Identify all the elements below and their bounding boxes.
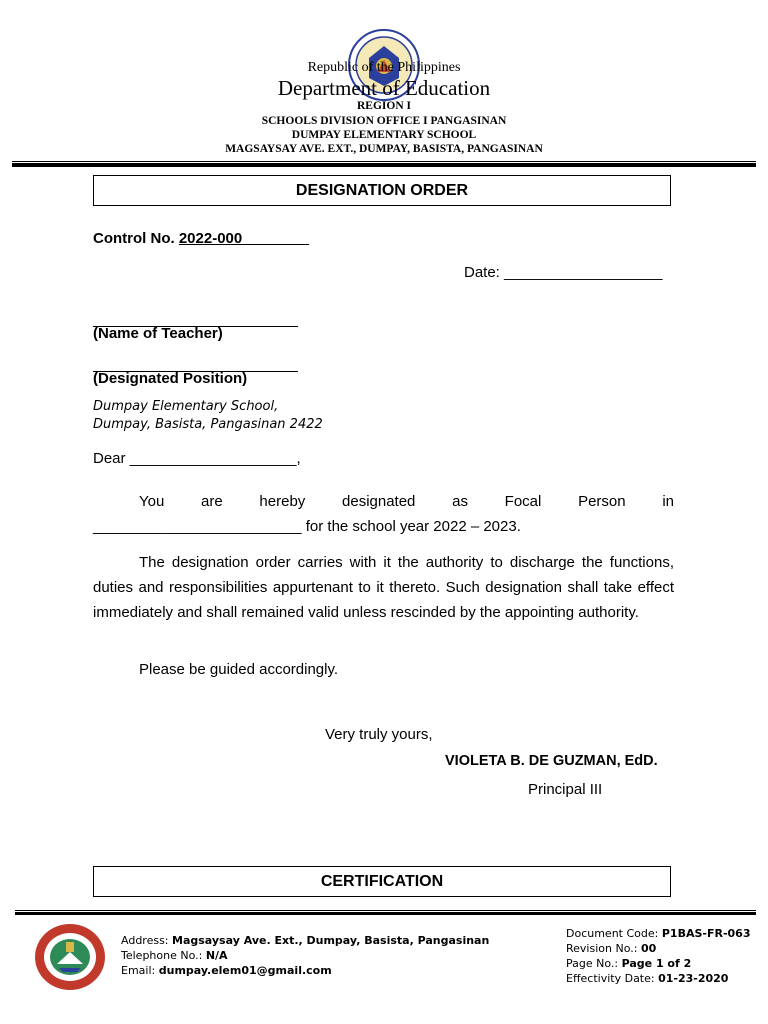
position-label: (Designated Position) <box>93 370 248 387</box>
name-label: (Name of Teacher) <box>93 325 223 342</box>
document-title: DESIGNATION ORDER <box>93 175 671 206</box>
control-blank: ________ <box>242 230 309 247</box>
body-paragraph-1-cont: _________________________ for the school year 2022 – 2023. <box>93 518 521 535</box>
footer-address <box>121 934 489 947</box>
footer-email-label: Email: <box>121 964 159 977</box>
salutation: Dear ____________________, <box>93 450 301 467</box>
footer-email <box>121 964 332 977</box>
body-paragraph-1: You are hereby designated as Focal Person in <box>139 493 674 510</box>
footer-telephone-value: N/A <box>205 949 228 962</box>
effectivity-date-label: Effectivity Date: <box>566 972 659 985</box>
recipient-address-line1: Dumpay Elementary School, <box>93 399 279 414</box>
header-divider-thin <box>12 161 756 162</box>
effectivity-date-value: 01-23-2020 <box>658 972 729 985</box>
control-number <box>93 230 309 247</box>
document-code <box>566 927 750 940</box>
republic-line: Republic of the Philippines <box>307 60 461 75</box>
signatory-name: VIOLETA B. DE GUZMAN, EdD. <box>445 753 658 769</box>
body-paragraph-2: The designation order carries with it the authority to discharge the functions, duties and responsibilities appurtenant to it thereto. Such designation shall take effect immediately and shall remained valid unless rescinded by the appointing authority. <box>93 554 674 621</box>
footer-divider-thin <box>15 910 756 911</box>
page-number <box>566 957 691 970</box>
control-label: Control No. <box>93 230 179 247</box>
control-value: 2022-000 <box>178 230 243 247</box>
closing: Very truly yours, <box>325 726 433 743</box>
division-line: SCHOOLS DIVISION OFFICE I PANGASINAN <box>261 115 507 127</box>
footer-email-value: dumpay.elem01@gmail.com <box>158 964 332 977</box>
document-code-label: Document Code: <box>566 927 662 940</box>
revision-number-label: Revision No.: <box>566 942 641 955</box>
revision-number <box>566 942 656 955</box>
footer-telephone <box>121 949 228 962</box>
document-code-value: P1BAS-FR-063 <box>661 927 751 940</box>
recipient-address-line2: Dumpay, Basista, Pangasinan 2422 <box>93 417 323 432</box>
school-logo <box>33 922 107 992</box>
footer-telephone-label: Telephone No.: <box>121 949 206 962</box>
header-divider-thick <box>12 163 756 167</box>
effectivity-date <box>566 972 728 985</box>
department-name: Department of Education <box>277 76 491 100</box>
certification-title: CERTIFICATION <box>93 866 671 897</box>
footer-divider-thick <box>15 912 756 915</box>
page-number-value: Page 1 of 2 <box>621 957 692 970</box>
page-number-label: Page No.: <box>566 957 622 970</box>
revision-number-value: 00 <box>640 942 657 955</box>
school-address: MAGSAYSAY AVE. EXT., DUMPAY, BASISTA, PANGASINAN <box>225 143 543 155</box>
date-line: Date: ___________________ <box>464 264 663 281</box>
footer-address-value: Magsaysay Ave. Ext., Dumpay, Basista, Pangasinan <box>172 934 490 947</box>
body-paragraph-3: Please be guided accordingly. <box>139 661 339 678</box>
region-line: REGION I <box>357 100 411 112</box>
footer-address-label: Address: <box>121 934 173 947</box>
school-name: DUMPAY ELEMENTARY SCHOOL <box>291 129 477 141</box>
signatory-title: Principal III <box>528 781 603 798</box>
